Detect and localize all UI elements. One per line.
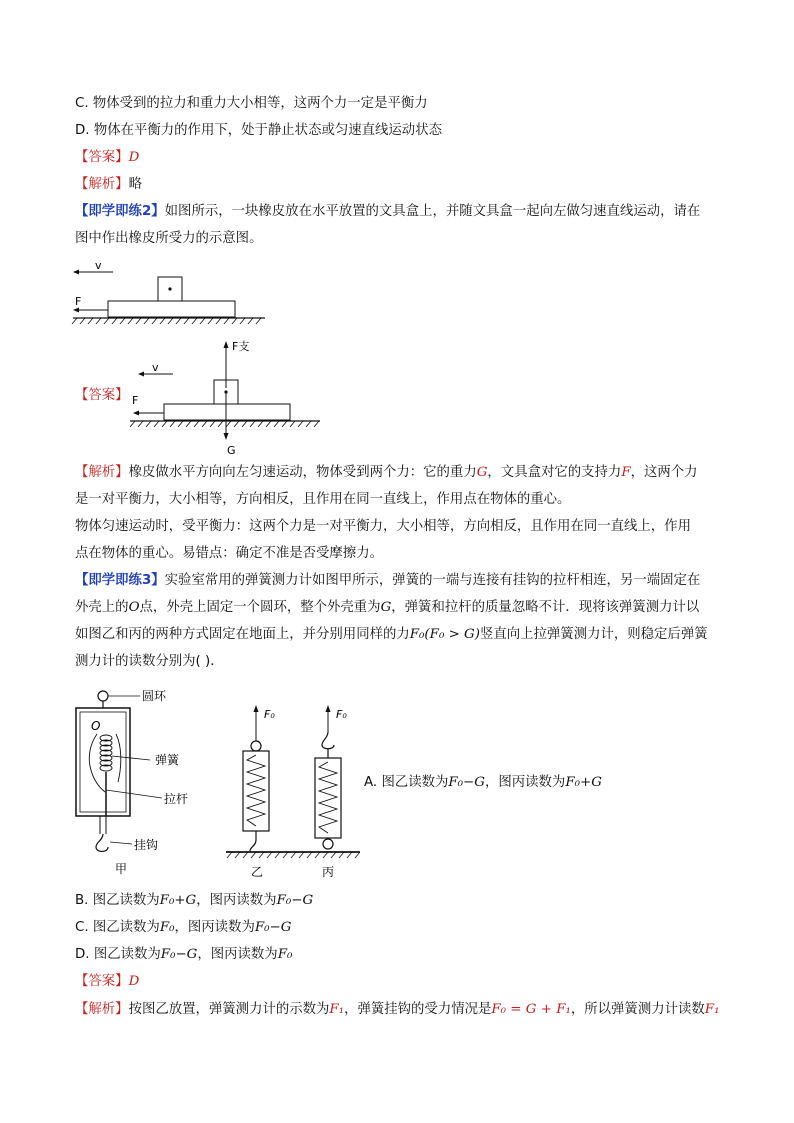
q1-option-d: D. 物体在平衡力的作用下，处于静止状态或匀速直线运动状态 [75,123,442,138]
pencil-box [108,301,235,317]
q3-stem-text: ，弹簧和拉杆的质量忽略不计．现将该弹簧测力计以 [391,600,700,615]
ring-label: 圆环 [142,689,167,703]
q3-tag: 【即学即练3】 [75,573,165,588]
spring-leader-line [112,756,150,760]
analysis-text: 按图乙放置，弹簧测力计的示数为 [128,1002,330,1017]
q3-spring-scale-figure [60,686,360,886]
q2-note-line1: 物体匀速运动时，受平衡力：这两个力是一对平衡力，大小相等，方向相反，且作用在同一直线上，作用 [75,519,691,534]
option-value: F₀−G [160,947,198,962]
q2-stem-line1 [75,202,700,222]
ground-hatching [227,852,360,858]
figure-yi-caption: 乙 [251,865,264,879]
option-text: ，图丙读数为 [196,893,277,908]
symbol-g: G [380,600,392,615]
answer-label: 【答案】 [75,388,129,403]
q3-option-a [364,773,602,793]
symbol-f1: F₁ [704,1002,720,1017]
gravity-arrow [224,392,229,440]
q3-stem-text: 点，外壳上固定一个圆环，整个外壳重为 [139,600,381,615]
option-text: ，图丙读数为 [484,775,566,790]
q3-option-c [75,918,291,938]
option-value: F₀−G [276,893,314,908]
q1-analysis [75,175,142,195]
spring-scale-jia [76,689,188,876]
q2-analysis-line2: 是一对平衡力，大小相等，方向相反，且作用在同一直线上，作用点在物体的重心。 [75,492,571,507]
q1-answer [75,148,139,168]
answer-label: 【答案】 [75,150,129,165]
q3-stem-line4: 测力计的读数分别为( )． [75,654,224,669]
pull-force-label: F₀ [264,708,275,721]
equation: F₀ = G + F₁ [491,1002,571,1017]
figure-bing-caption: 丙 [322,865,335,879]
hook-leader-line [110,842,132,844]
spring-coils [100,735,112,771]
analysis-text: ，文具盒对它的支持力 [487,465,622,480]
option-value: F₀+G [565,775,602,790]
q3-analysis [75,1000,719,1020]
option-value: F₀+G [159,893,197,908]
q2-answer-label-line [75,386,129,406]
symbol-g: G [476,465,488,480]
rod-label: 拉杆 [164,792,189,806]
force-label: F [75,295,82,308]
q3-stem-text: 竖直向上拉弹簧测力计，则稳定后弹簧 [479,627,708,642]
option-value: F₀−G [254,920,292,935]
support-force-arrow [224,341,229,388]
q2-answer-force-diagram [128,336,328,458]
option-text: C. 图乙读数为 [75,920,160,935]
spring-label: 弹簧 [155,753,180,767]
hook [96,834,108,852]
option-value: F₀ [159,920,175,935]
q3-stem-text: 外壳上的 [75,600,129,615]
option-text: A. 图乙读数为 [364,775,449,790]
answer-value: D [128,974,140,989]
spring [319,762,337,833]
q2-analysis-line1 [75,463,698,483]
option-text: ，图丙读数为 [174,920,255,935]
analysis-text: 橡皮做水平方向向左匀速运动，物体受到两个力：它的重力 [128,465,477,480]
symbol-o: O [128,600,140,615]
q3-stem-line2 [75,598,699,618]
velocity-label: v [152,361,159,374]
spring-scale-yi [243,705,275,879]
hook-label: 挂钩 [134,838,159,852]
point-o-label: O [91,719,101,733]
ring [98,691,108,701]
outer-shell [76,708,130,816]
option-text: ，图丙读数为 [197,947,278,962]
option-text: D. 图乙读数为 [75,947,161,962]
spring-scale-bing [315,705,347,879]
force-label: F [132,394,139,407]
q2-figure-eraser-on-box [68,255,273,330]
option-value: F₀ [277,947,293,962]
q3-stem-line3 [75,625,708,645]
analysis-label: 【解析】 [75,177,129,192]
velocity-arrow [73,270,113,275]
answer-value: D [128,150,140,165]
option-value: F₀−G [448,775,485,790]
force-arrow [133,411,164,416]
analysis-label: 【解析】 [75,1002,129,1017]
ground-hatching [130,421,319,427]
analysis-text: ，弹簧挂钩的受力情况是 [344,1002,492,1017]
condition-f0-gt-g: F₀(F₀ > G) [409,627,480,642]
analysis-text: ，这两个力 [630,465,698,480]
q1-option-c: C. 物体受到的拉力和重力大小相等，这两个力一定是平衡力 [75,96,428,111]
answer-label: 【答案】 [75,974,129,989]
q2-note-line2: 点在物体的重心。易错点：确定不准是否受摩擦力。 [75,546,383,561]
velocity-label: v [95,259,102,272]
eraser-center-dot [168,287,171,290]
gravity-label: G [227,444,236,457]
rod-leader-line [106,790,162,798]
q2-tag: 【即学即练2】 [75,204,165,219]
support-force-label: F支 [232,340,250,353]
figure-jia-caption: 甲 [115,862,128,876]
analysis-label: 【解析】 [75,465,129,480]
symbol-f1: F₁ [329,1002,345,1017]
q3-stem-text: 如图乙和丙的两种方式固定在地面上，并分别用同样的力 [75,627,410,642]
q3-option-b [75,891,313,911]
q3-stem-line1 [75,571,700,591]
q2-stem-text: 如图所示，一块橡皮放在水平放置的文具盒上，并随文具盒一起向左做匀速直线运动，请在 [164,204,701,219]
symbol-f: F [621,465,631,480]
pencil-box [164,404,290,420]
option-text: B. 图乙读数为 [75,893,160,908]
q3-answer [75,972,139,992]
analysis-text: ，所以弹簧测力计读数 [570,1002,705,1017]
spring [247,755,265,826]
force-arrow [73,308,108,313]
q3-stem-text: 实验室常用的弹簧测力计如图甲所示，弹簧的一端与连接有挂钩的拉杆相连，另一端固定在 [164,573,701,588]
analysis-text: 略 [128,177,142,192]
q2-stem-line2: 图中作出橡皮所受力的示意图。 [75,231,263,246]
q3-option-d [75,945,292,965]
ground-hatching [72,318,261,324]
pull-force-label: F₀ [336,708,347,721]
